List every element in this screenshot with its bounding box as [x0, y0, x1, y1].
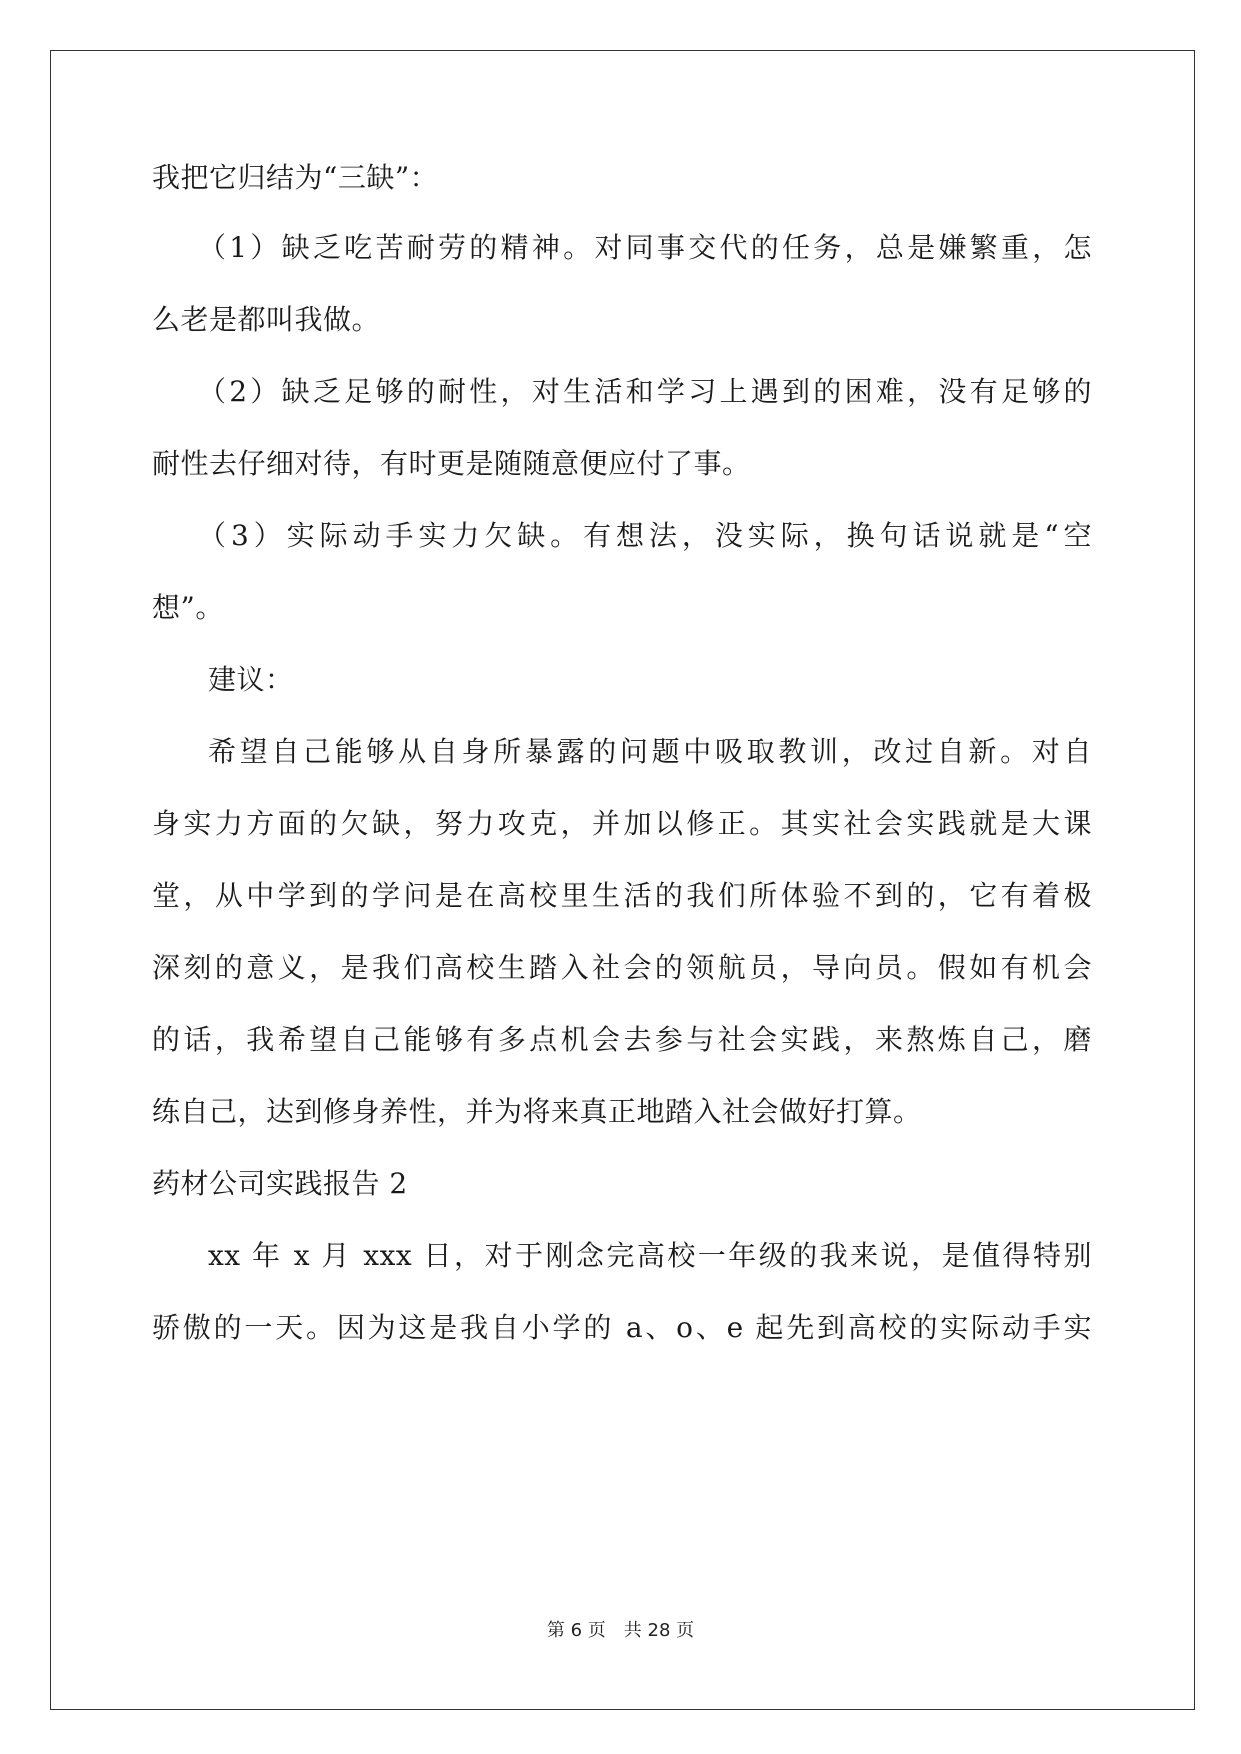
section-heading: 建议：	[208, 663, 294, 696]
paragraph-line: 练自己，达到修身养性，并为将来真正地踏入社会做好打算。	[152, 1095, 922, 1128]
paragraph-line: xx 年 x 月 xxx 日，对于刚念完高校一年级的我来说，是值得特别	[208, 1239, 1092, 1272]
page-number: 第 6 页 共 28 页	[546, 1620, 695, 1641]
paragraph-line: 希望自己能够从自身所暴露的问题中吸取教训，改过自新。对自	[208, 735, 1092, 768]
paragraph-line: 骄傲的一天。因为这是我自小学的 a、o、e 起先到高校的实际动手实	[152, 1311, 1092, 1344]
paragraph-line: 想”。	[152, 591, 224, 624]
paragraph-line: 身实力方面的欠缺，努力攻克，并加以修正。其实社会实践就是大课	[152, 807, 1092, 840]
paragraph-line: 深刻的意义，是我们高校生踏入社会的领航员，导向员。假如有机会	[152, 951, 1092, 984]
report-title: 药材公司实践报告 2	[152, 1167, 408, 1200]
paragraph-line: 么老是都叫我做。	[152, 303, 381, 336]
paragraph-line: （3）实际动手实力欠缺。有想法，没实际，换句话说就是“空	[198, 519, 1092, 552]
paragraph-line: （2）缺乏足够的耐性，对生活和学习上遇到的困难，没有足够的	[198, 375, 1092, 408]
paragraph-line: 我把它归结为“三缺”：	[152, 161, 439, 194]
paragraph-line: 堂，从中学到的学问是在高校里生活的我们所体验不到的，它有着极	[152, 879, 1092, 912]
paragraph-line: 的话，我希望自己能够有多点机会去参与社会实践，来熬炼自己，磨	[152, 1023, 1092, 1056]
paragraph-line: 耐性去仔细对待，有时更是随随意便应付了事。	[152, 447, 751, 480]
paragraph-line: （1）缺乏吃苦耐劳的精神。对同事交代的任务，总是嫌繁重，怎	[198, 231, 1092, 264]
